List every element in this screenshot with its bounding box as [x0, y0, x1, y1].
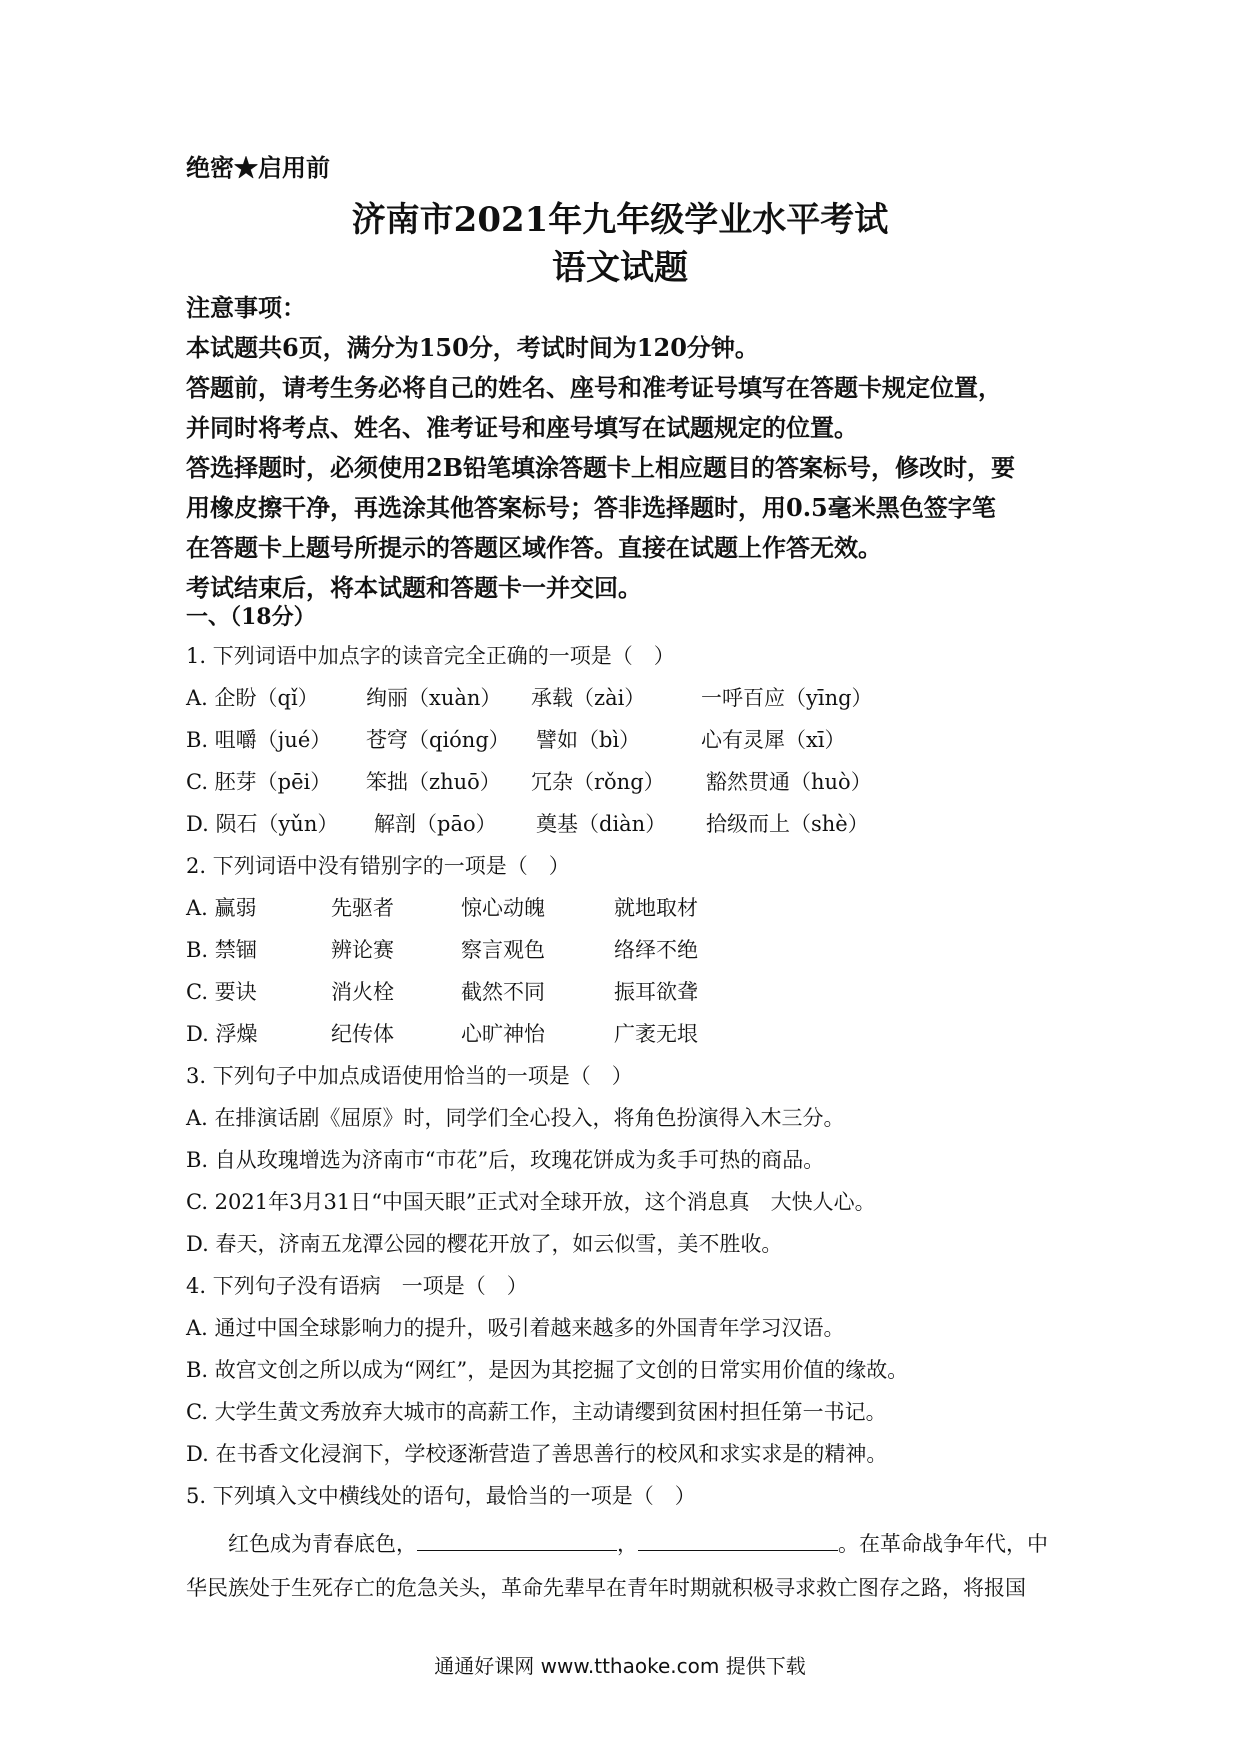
exam-title: 济南市2021年九年级学业水平考试: [351, 200, 889, 240]
question-4-option-d: D. 在书香文化浸润下，学校逐渐营造了善思善行的校风和求实求是的精神。: [186, 1442, 888, 1466]
option-word: 心旷神怡: [461, 1022, 545, 1046]
notes-line: 考试结束后，将本试题和答题卡一并交回。: [186, 573, 642, 602]
notes-line: 本试题共6页，满分为150分，考试时间为120分钟。: [186, 333, 759, 362]
option-word: 络绎不绝: [614, 938, 698, 962]
notes-block: [186, 288, 1066, 608]
notes-heading: 注意事项：: [186, 293, 306, 322]
option-word: 振耳欲聋: [614, 980, 698, 1004]
option-word: C. 胚芽（pēi）: [186, 770, 332, 794]
option-word: 拾级而上（shè）: [706, 812, 869, 836]
question-3-stem: 3. 下列句子中加点成语使用恰当的一项是（ ）: [186, 1064, 633, 1088]
question-4-option-b: B. 故宫文创之所以成为“网红”，是因为其挖掘了文创的日常实用价值的缘故。: [186, 1358, 909, 1382]
secret-label: 绝密★启用前: [186, 153, 330, 182]
option-word: 察言观色: [461, 938, 545, 962]
passage-text: ，: [617, 1532, 638, 1556]
option-word: 广袤无垠: [614, 1022, 698, 1046]
option-word: 苍穹（qióng）: [366, 728, 510, 752]
question-4-option-a: A. 通过中国全球影响力的提升，吸引着越来越多的外国青年学习汉语。: [186, 1316, 845, 1340]
question-3-option-c: C. 2021年3月31日“中国天眼”正式对全球开放，这个消息真 大快人心。: [186, 1190, 876, 1214]
passage-text: 华民族处于生死存亡的危急关头，革命先辈早在青年时期就积极寻求救亡图存之路，将报国: [186, 1576, 1026, 1600]
notes-line: 答选择题时，必须使用2B铅笔填涂答题卡上相应题目的答案标号，修改时，要: [186, 453, 1015, 482]
option-word: 承载（zài）: [531, 686, 646, 710]
question-3-option-d: D. 春天，济南五龙潭公园的樱花开放了，如云似雪，美不胜收。: [186, 1232, 783, 1256]
option-word: 解剖（pāo）: [374, 812, 497, 836]
question-3-option-a: A. 在排演话剧《屈原》时，同学们全心投入，将角色扮演得入木三分。: [186, 1106, 845, 1130]
notes-line: 答题前，请考生务必将自己的姓名、座号和准考证号填写在答题卡规定位置，: [186, 373, 1002, 402]
option-word: 一呼百应（yīng）: [701, 686, 873, 710]
option-word: 奠基（diàn）: [536, 812, 667, 836]
option-word: 譬如（bì）: [536, 728, 641, 752]
option-word: 心有灵犀（xī）: [701, 728, 846, 752]
option-word: D. 陨石（yǔn）: [186, 812, 339, 836]
footer-source: 通通好课网 www.tthaoke.com 提供下载: [434, 1654, 806, 1678]
question-4-stem: 4. 下列句子没有语病 一项是（ ）: [186, 1274, 528, 1298]
passage-text: 红色成为青春底色，: [228, 1532, 417, 1556]
option-word: 绚丽（xuàn）: [366, 686, 502, 710]
exam-subject: 语文试题: [552, 248, 688, 288]
option-word: 辨论赛: [331, 938, 394, 962]
option-word: 笨拙（zhuō）: [366, 770, 501, 794]
option-word: 豁然贯通（huò）: [706, 770, 872, 794]
question-3-option-b: B. 自从玫瑰增选为济南市“市花”后，玫瑰花饼成为炙手可热的商品。: [186, 1148, 825, 1172]
question-4-option-c: C. 大学生黄文秀放弃大城市的高薪工作，主动请缨到贫困村担任第一书记。: [186, 1400, 887, 1424]
answer-blank: [638, 1528, 838, 1551]
option-word: D. 浮燥: [186, 1022, 258, 1046]
notes-line: 用橡皮擦干净，再选涂其他答案标号；答非选择题时，用0.5毫米黑色签字笔: [186, 493, 996, 522]
question-2-stem: 2. 下列词语中没有错别字的一项是（ ）: [186, 854, 570, 878]
option-word: 截然不同: [461, 980, 545, 1004]
notes-line: 并同时将考点、姓名、准考证号和座号填写在试题规定的位置。: [186, 413, 858, 442]
answer-blank: [417, 1528, 617, 1551]
section-heading: 一、（18分）: [186, 604, 316, 630]
option-word: 先驱者: [331, 896, 394, 920]
option-word: 惊心动魄: [461, 896, 545, 920]
option-word: 就地取材: [614, 896, 698, 920]
question-1-stem: 1. 下列词语中加点字的读音完全正确的一项是（ ）: [186, 644, 675, 668]
option-word: C. 要诀: [186, 980, 257, 1004]
question-5-passage: [186, 1522, 1066, 1610]
passage-text: 。在革命战争年代，中: [838, 1532, 1048, 1556]
option-word: 纪传体: [331, 1022, 394, 1046]
question-5-stem: 5. 下列填入文中横线处的语句，最恰当的一项是（ ）: [186, 1484, 696, 1508]
option-word: 冗杂（rǒng）: [531, 770, 665, 794]
option-word: A. 企盼（qǐ）: [186, 686, 319, 710]
notes-line: 在答题卡上题号所提示的答题区域作答。直接在试题上作答无效。: [186, 533, 882, 562]
option-word: B. 咀嚼（jué）: [186, 728, 332, 752]
option-word: A. 赢弱: [186, 896, 257, 920]
option-word: 消火栓: [331, 980, 394, 1004]
option-word: B. 禁锢: [186, 938, 257, 962]
